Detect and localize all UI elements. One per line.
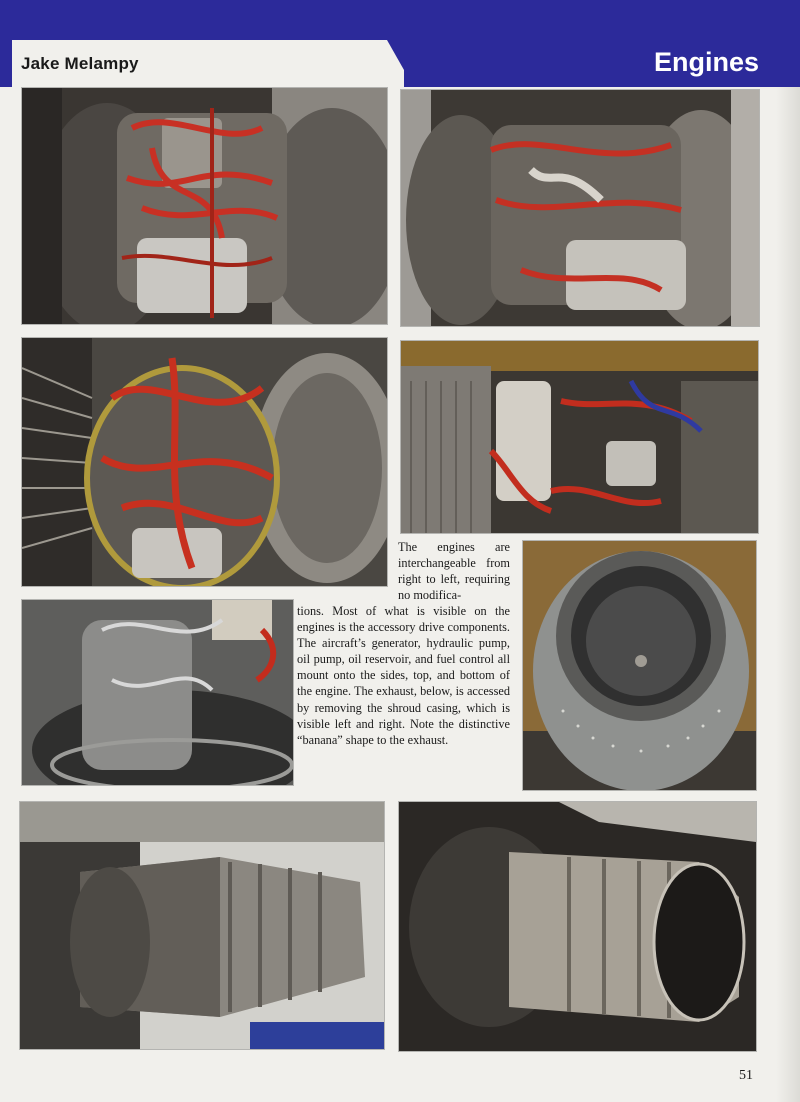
- body-text-part1: The engines are interchangeable from right to left, requiring no modifica-: [398, 540, 510, 603]
- photo-engine-bay-right: [401, 90, 759, 326]
- author-name: Jake Melampy: [21, 54, 139, 73]
- photo-engine-side-left: [22, 338, 387, 586]
- photo-exhaust-right: [399, 802, 756, 1051]
- photo-engine-lower-left: [22, 600, 293, 785]
- photo-exhaust-nozzle: [523, 541, 756, 790]
- photo-engine-bay-left: [22, 88, 387, 324]
- section-title: Engines: [653, 47, 759, 77]
- page-spine-shadow: [776, 87, 800, 1102]
- page-number: 51: [739, 1068, 753, 1083]
- body-text-part2: tions. Most of what is visible on the engines is the accessory drive components. The aircraft’s generator, hydraulic pump, oil pump, oil reservoir, and fuel control all mount onto the sides, top, and bottom of the engine. The exhaust, below, is accessed by removing the shroud casing, which is visible left and right. Note the distinctive “banana” shape to the exhaust.: [297, 604, 510, 747]
- photo-accessory-bay: [401, 341, 758, 533]
- photo-exhaust-left: [20, 802, 384, 1049]
